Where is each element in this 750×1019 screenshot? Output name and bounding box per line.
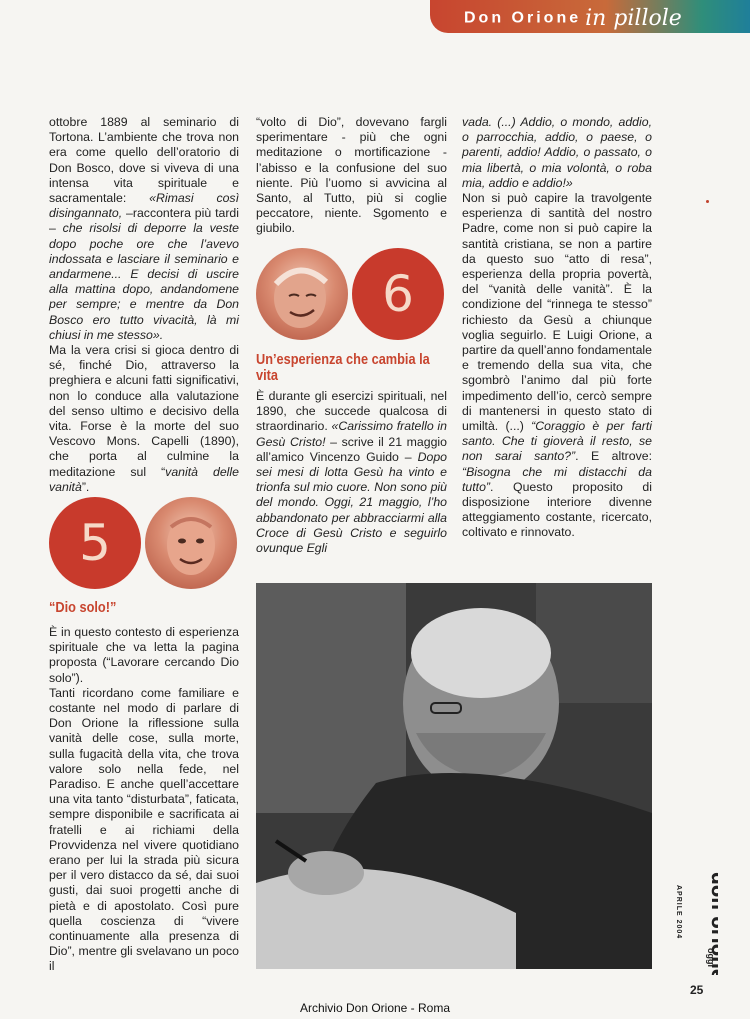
section-5-heading: “Dio solo!” bbox=[49, 600, 117, 616]
portrait-elder-icon bbox=[256, 248, 348, 340]
column-1-bottom bbox=[49, 625, 239, 975]
col2b-para1: È durante gli esercizi spirituali, nel 1890, che succede qualcosa di straordinario. «Carissimo fratello in Gesù Cristo! – scrive il 21 maggio all’amico Vincenzo Guido – Dopo sei mesi di lotta Gesù ha vinto e trionfa sul mio cuore. Non sono più del mondo. Oggi, 21 maggio, l’ho abbandonato per abbracciarmi alla Croce di Gesù Cristo e seguirlo ovunque Egli bbox=[256, 389, 447, 556]
col3-para: Non si può capire la travolgente esperienza di santità del nostro Padre, come non si può capire la santità cristiana, se non a partire da questo suo “atto di resa”, esperienza della propria povertà, del “vanità delle vanità”. È la condizione del “rinnega te stesso” richiesto da Gesù a chiunque voglia seguirlo. E Luigi Orione, a partire da quell’anno fondamentale e tremendo della sua vita, che sgombrò l’animo dal più forte impedimento dell’io, cercò sempre di mantenersi in questo stato di umiltà. (...) “Coraggio è per farti santo. Che ti gioverà il resto, se non sarai santo?”. E altrove: “Bisogna che mi distacchi da tutto”. Questo proposito di disposizione interiore divenne atteggiamento costante, ricercato, coltivato e rinnovato. bbox=[462, 191, 652, 540]
photo-don-orione-writing bbox=[256, 583, 652, 969]
col1-para1: ottobre 1889 al seminario di Tortona. L’ambiente che trova non era come quello dell’oratorio di Don Bosco, dove si viveva di una intensa vita spirituale e sacramentale: «Rimasi così disingannato, –raccontera più tardi – che risolsi di deporre la veste dopo poche ore che l’avevo indossata e lasciare il seminario e andarmene... E decisi di uscire alla mattina dopo, andandomene per sempre; e mentre da Don Bosco ero tutto vivacità, là mi chiusi in me stesso». bbox=[49, 115, 240, 342]
column-1-top bbox=[49, 115, 239, 495]
archive-footer: Archivio Don Orione - Roma bbox=[299, 1001, 451, 1015]
brand-name: Don Orione bbox=[464, 9, 582, 27]
section-6-heading: Un’esperienza che cambia la vita bbox=[256, 352, 430, 384]
portrait-young-icon bbox=[145, 497, 237, 589]
side-brand-sub: oggi bbox=[706, 948, 716, 967]
brand-series: in pillole bbox=[585, 6, 682, 31]
col1b-para1: È in questo contesto di esperienza spirituale che va letta la pagina proposta (“Lavorare cercando Dio solo”). bbox=[49, 625, 239, 685]
column-3 bbox=[462, 115, 652, 541]
col2-para1: “volto di Dio”, dovevano fargli sperimentare - più che ogni meditazione o mortificazione - l’abisso e la confusione del suo niente. Più l’uomo si avvicina al Santo, al Tutto, più si coglie peccatore, niente. Sgomento e giubilo. bbox=[256, 115, 447, 236]
col1b-para2: Tanti ricordano come familiare e costante nel modo di parlare di Don Orione la riflessione sulla vanità delle cose, sulla morte, sulla fugacità della vita, che trova valore solo nella fede, nel Paradiso. E anche quell’accettare una vita tanto “disturbata”, faticata, sempre disponibile e sacrificata ai fratelli e ai richiami della Provvidenza nel vivere quotidiano erano per lui la strada più sicura per il vero distacco da sé, dai suoi gusti, dai suoi progetti anche di pietà e di apostolato. Così pure quella coscienza di “vivere continuamente alla presenza di Dio”, mentre gli svelavano un poco il bbox=[49, 685, 239, 974]
side-brand-date: APRILE 2004 bbox=[675, 885, 682, 940]
col3-quote: vada. (...) Addio, o mondo, addio, o parrocchia, addio, o paese, o parenti, addio! Addio, o passato, o mia libertà, o mia volontà, o roba mia, addio e addio!» bbox=[462, 115, 652, 190]
header-brand bbox=[464, 6, 682, 30]
column-2-bottom bbox=[256, 389, 447, 556]
section-6-badge: 6 bbox=[352, 248, 444, 340]
side-brand-date-wrap bbox=[668, 885, 688, 955]
side-brand-sub-wrap bbox=[704, 948, 724, 978]
column-2-top bbox=[256, 115, 447, 237]
decor-dot bbox=[706, 200, 709, 203]
col1-para2: Ma la vera crisi si gioca dentro di sé, finché Dio, attraverso la preghiera e alcuni fatti significativi, non lo conduce alla valutazione del senso ultimo e decisivo della vita. Forse è la morte del suo Vescovo Mons. Capelli (1890), che porta al culmine la meditazione sul “vanità delle vanità”. bbox=[49, 343, 239, 494]
page-number: 25 bbox=[690, 983, 704, 997]
section-5-badge: 5 bbox=[49, 497, 141, 589]
side-brand-name: don orione bbox=[707, 872, 718, 975]
